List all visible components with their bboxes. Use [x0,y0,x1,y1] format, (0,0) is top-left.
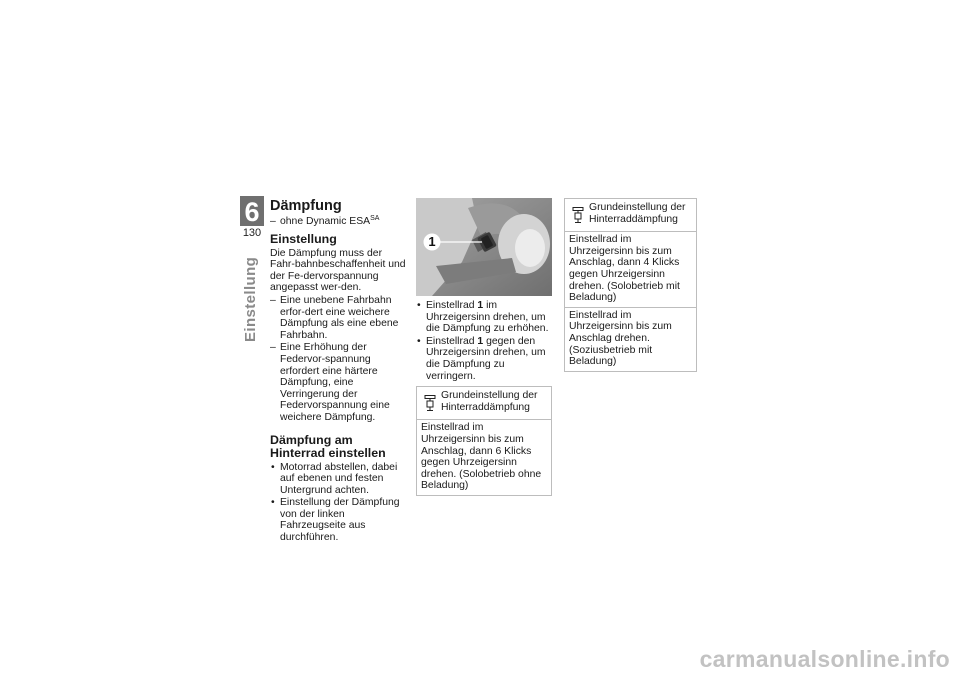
chapter-number: 6 [240,196,264,226]
box-title: Grundeinstellung der Hinterraddämpfung [441,390,538,413]
box-header [565,199,696,232]
bullet-item: • Einstellrad 1 gegen den Uhrzeigersinn drehen, um die Dämpfung zu verringern. [416,336,552,382]
box-title: Grundeinstellung der Hinterraddämpfung [589,202,686,225]
option-note: – ohne Dynamic $ESA^{SA}$ [270,216,408,228]
heading-einstellung: Einstellung [270,231,337,246]
basic-setting-box [416,386,552,496]
dash-item: – Eine unebene Fahrbahn erfor-dert eine weichere Dämpfung als eine ebene Fahrbahn. [270,295,408,341]
bullet-item: • Motorrad abstellen, dabei auf ebenen und festen Untergrund achten. [270,462,408,497]
option-superscript: SA [370,215,380,222]
watermark: carmanualsonline.info [699,646,950,672]
heading-hinterrad: Dämpfung am Hinterrad einstellen [270,432,386,460]
column-left [270,198,408,544]
box-cell: Einstellrad im Uhrzeigersinn bis zum Anschlag drehen. (Soziusbetrieb mit Beladung) [565,307,696,371]
basic-setting-box [564,198,697,372]
chapter-tab [240,196,264,239]
shock-absorber-icon [572,207,584,223]
bullet-item: • Einstellrad 1 im Uhrzeigersinn drehen, um die Dämpfung zu erhöhen. [416,300,552,335]
box-cell: Einstellrad im Uhrzeigersinn bis zum Anschlag, dann 4 Klicks gegen Uhrzeigersinn drehen. (Solobetrieb mit Beladung) [569,234,680,304]
column-middle [416,198,552,496]
page-number: 130 [242,227,262,239]
dash-item: – Eine Erhöhung der Federvor-spannung erfordert eine härtere Dämpfung, eine Verringerung der Federvorspannung eine weichere Dämpfung. [270,342,408,423]
callout-ref: 1 [477,300,484,311]
column-right [564,198,697,372]
shock-absorber-icon [424,395,436,411]
bullet-item: • Einstellung der Dämpfung von der linken Fahrzeugseite aus durchführen. [270,497,408,543]
box-cell: Einstellrad im Uhrzeigersinn bis zum Anschlag, dann 6 Klicks gegen Uhrzeigersinn drehen. (Solobetrieb ohne Beladung) [421,422,542,492]
box-header [417,387,551,420]
adjuster-photo [416,198,552,296]
section-title: Dämpfung [270,198,342,214]
chapter-side-label: Einstellung [242,256,259,342]
intro-paragraph: Die Dämpfung muss der Fahr-bahnbeschaffenheit und der Fe-dervorspannung angepasst wer-den. [270,247,406,294]
photo-callout-label: 1 [428,234,436,249]
callout-ref: 1 [477,335,484,347]
